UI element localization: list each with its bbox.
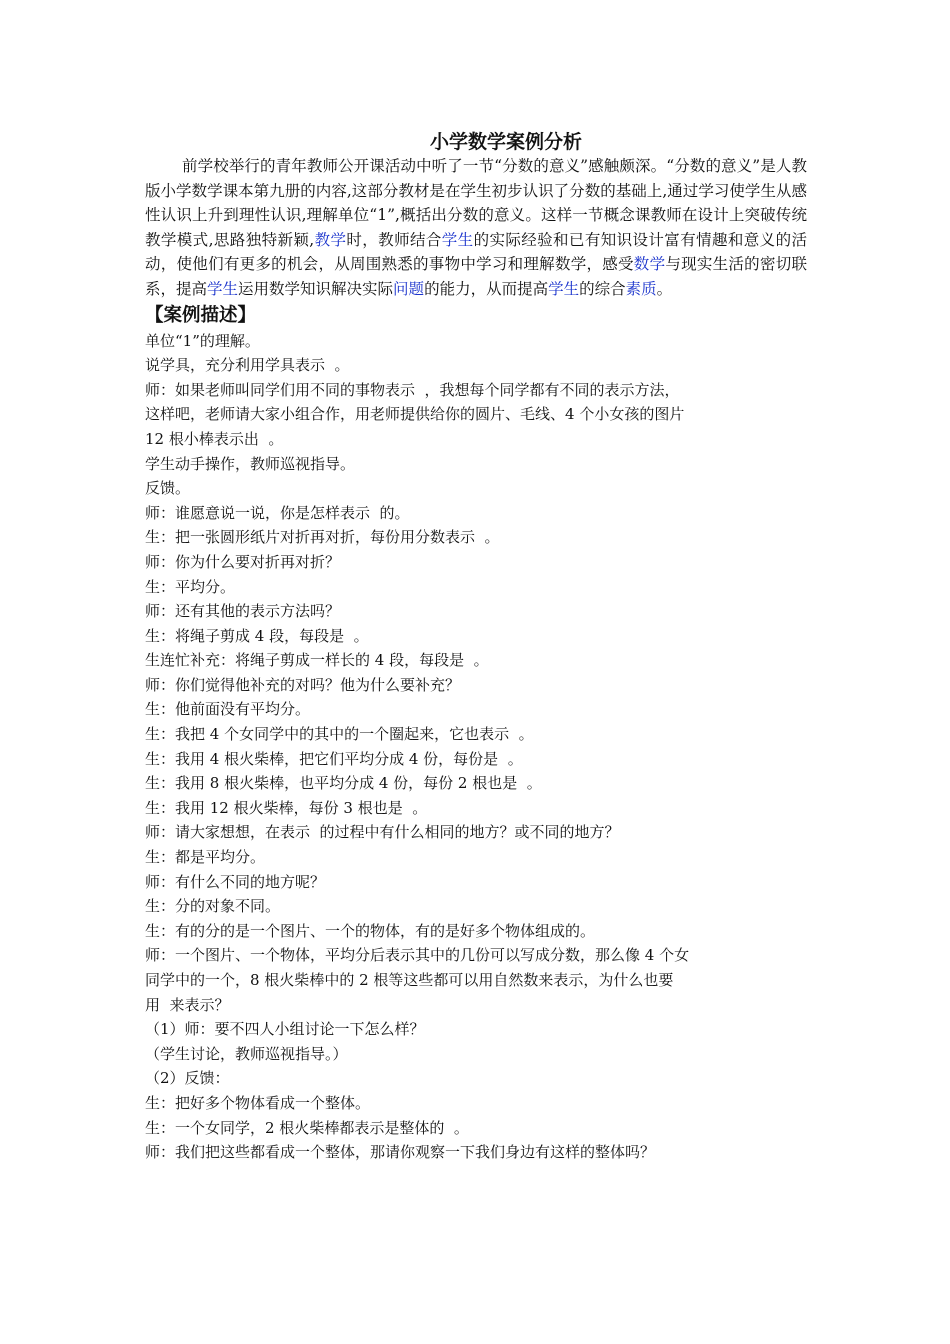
text-line: 师：你为什么要对折再对折？ [145,552,341,571]
text-line: 生：把一张圆形纸片对折再对折，每份用分数表示 。 [145,528,500,547]
case-description [145,329,807,1165]
text-line: 生：我把 4 个女同学中的其中的一个圈起来，它也表示 。 [145,725,534,744]
text-line: 师：你们觉得他补充的对吗？他为什么要补充？ [145,675,461,694]
text-line: 师：一个图片、一个物体，平均分后表示其中的几份可以写成分数，那么像 4 个女 [145,946,690,965]
text-line: 生：有的分的是一个图片、一个的物体，有的是好多个物体组成的。 [145,921,596,940]
intro-text: 的能力，从而提高 [424,279,549,298]
text-line: 生：都是平均分。 [145,848,266,867]
text-line: 师：还有其他的表示方法吗？ [145,602,341,621]
document-title: 小学数学案例分析 [429,131,582,153]
text-line: 师：如果老师叫同学们用不同的事物表示 ，我想每个同学都有不同的表示方法， [145,380,680,399]
link-jiaoxue[interactable]: 教学 [314,230,347,249]
text-line: 师：请大家想想，在表示 的过程中有什么相同的地方？或不同的地方？ [145,823,620,842]
text-line: 师：我们把这些都看成一个整体，那请你观察一下我们身边有这样的整体吗？ [145,1143,656,1162]
text-line: 12 根小棒表示出 。 [145,429,284,448]
intro-text: 运用数学知识解决实际 [238,279,394,298]
text-line: 同学中的一个，8 根火柴棒中的 2 根等这些都可以用自然数来表示，为什么也要 [145,971,674,989]
link-xuesheng[interactable]: 学生 [548,279,580,298]
text-line: 生：将绳子剪成 4 段，每段是 。 [145,626,369,645]
intro-text: 时，教师结合 [346,230,442,249]
text-line: 生：他前面没有平均分。 [145,700,311,719]
text-line: 说学具，充分利用学具表示 。 [145,356,350,375]
intro-paragraph [145,154,807,302]
link-xuesheng[interactable]: 学生 [441,230,474,249]
text-line: 生：把好多个物体看成一个整体。 [145,1093,371,1112]
text-line: 生：平均分。 [145,577,236,596]
link-suzhi[interactable]: 素质 [625,279,657,298]
document-page [145,130,807,1165]
text-line: 学生动手操作，教师巡视指导。 [145,454,356,473]
text-line: 生：分的对象不同。 [145,897,281,916]
link-shuxue[interactable]: 数学 [633,255,666,274]
intro-text: 的综合 [579,279,626,298]
link-wenti[interactable]: 问题 [393,279,425,298]
text-line: 这样吧，老师请大家小组合作，用老师提供给你的圆片、毛线、4 个小女孩的图片 [145,405,685,424]
text-line: 师：有什么不同的地方呢？ [145,872,326,891]
text-line: （学生讨论，教师巡视指导。） [145,1044,348,1063]
section-heading: 【案例描述】 [145,304,257,326]
text-line: （2）反馈： [145,1069,230,1088]
text-line: 反馈。 [145,479,191,498]
intro-text: 。 [656,279,673,298]
intro-text: 前学校举行的青年教师公开课活动中听了一节“分数的意义”感触颇深。“分数的意义”是人教版小学数学课本第九册的内容,这部分教材是在学生初步认识了分数的基础上,通过学习使学生从感性认识上升到理性认识,理解单位“1”,概括出分数的意义。这样一节概念课教师在设计上突破传统教学模式,思路独特新颖, [145,157,807,249]
text-line: （1）师：要不四人小组讨论一下怎么样？ [145,1020,425,1039]
intro-text: 与现实生活的密切联系，提高 [145,255,807,298]
text-line: 生：我用 4 根火柴棒，把它们平均分成 4 份，每份是 。 [145,749,523,768]
intro-text: 的实际经验和已有知识设计富有情趣和意义的活动，使他们有更多的机会，从周围熟悉的事物中学习和理解数学，感受 [145,230,807,274]
text-line: 师：谁愿意说一说，你是怎样表示 的。 [145,503,410,522]
text-line: 单位“1”的理解。 [145,331,260,350]
text-line: 生：一个女同学，2 根火柴棒都表示是整体的 。 [145,1118,469,1137]
text-line: 生连忙补充：将绳子剪成一样长的 4 段，每段是 。 [145,651,489,670]
text-line: 用 来表示？ [145,995,230,1014]
text-line: 生：我用 8 根火柴棒，也平均分成 4 份，每份 2 根也是 。 [145,774,542,793]
link-xuesheng[interactable]: 学生 [207,279,239,298]
text-line: 生：我用 12 根火柴棒，每份 3 根也是 。 [145,798,428,817]
